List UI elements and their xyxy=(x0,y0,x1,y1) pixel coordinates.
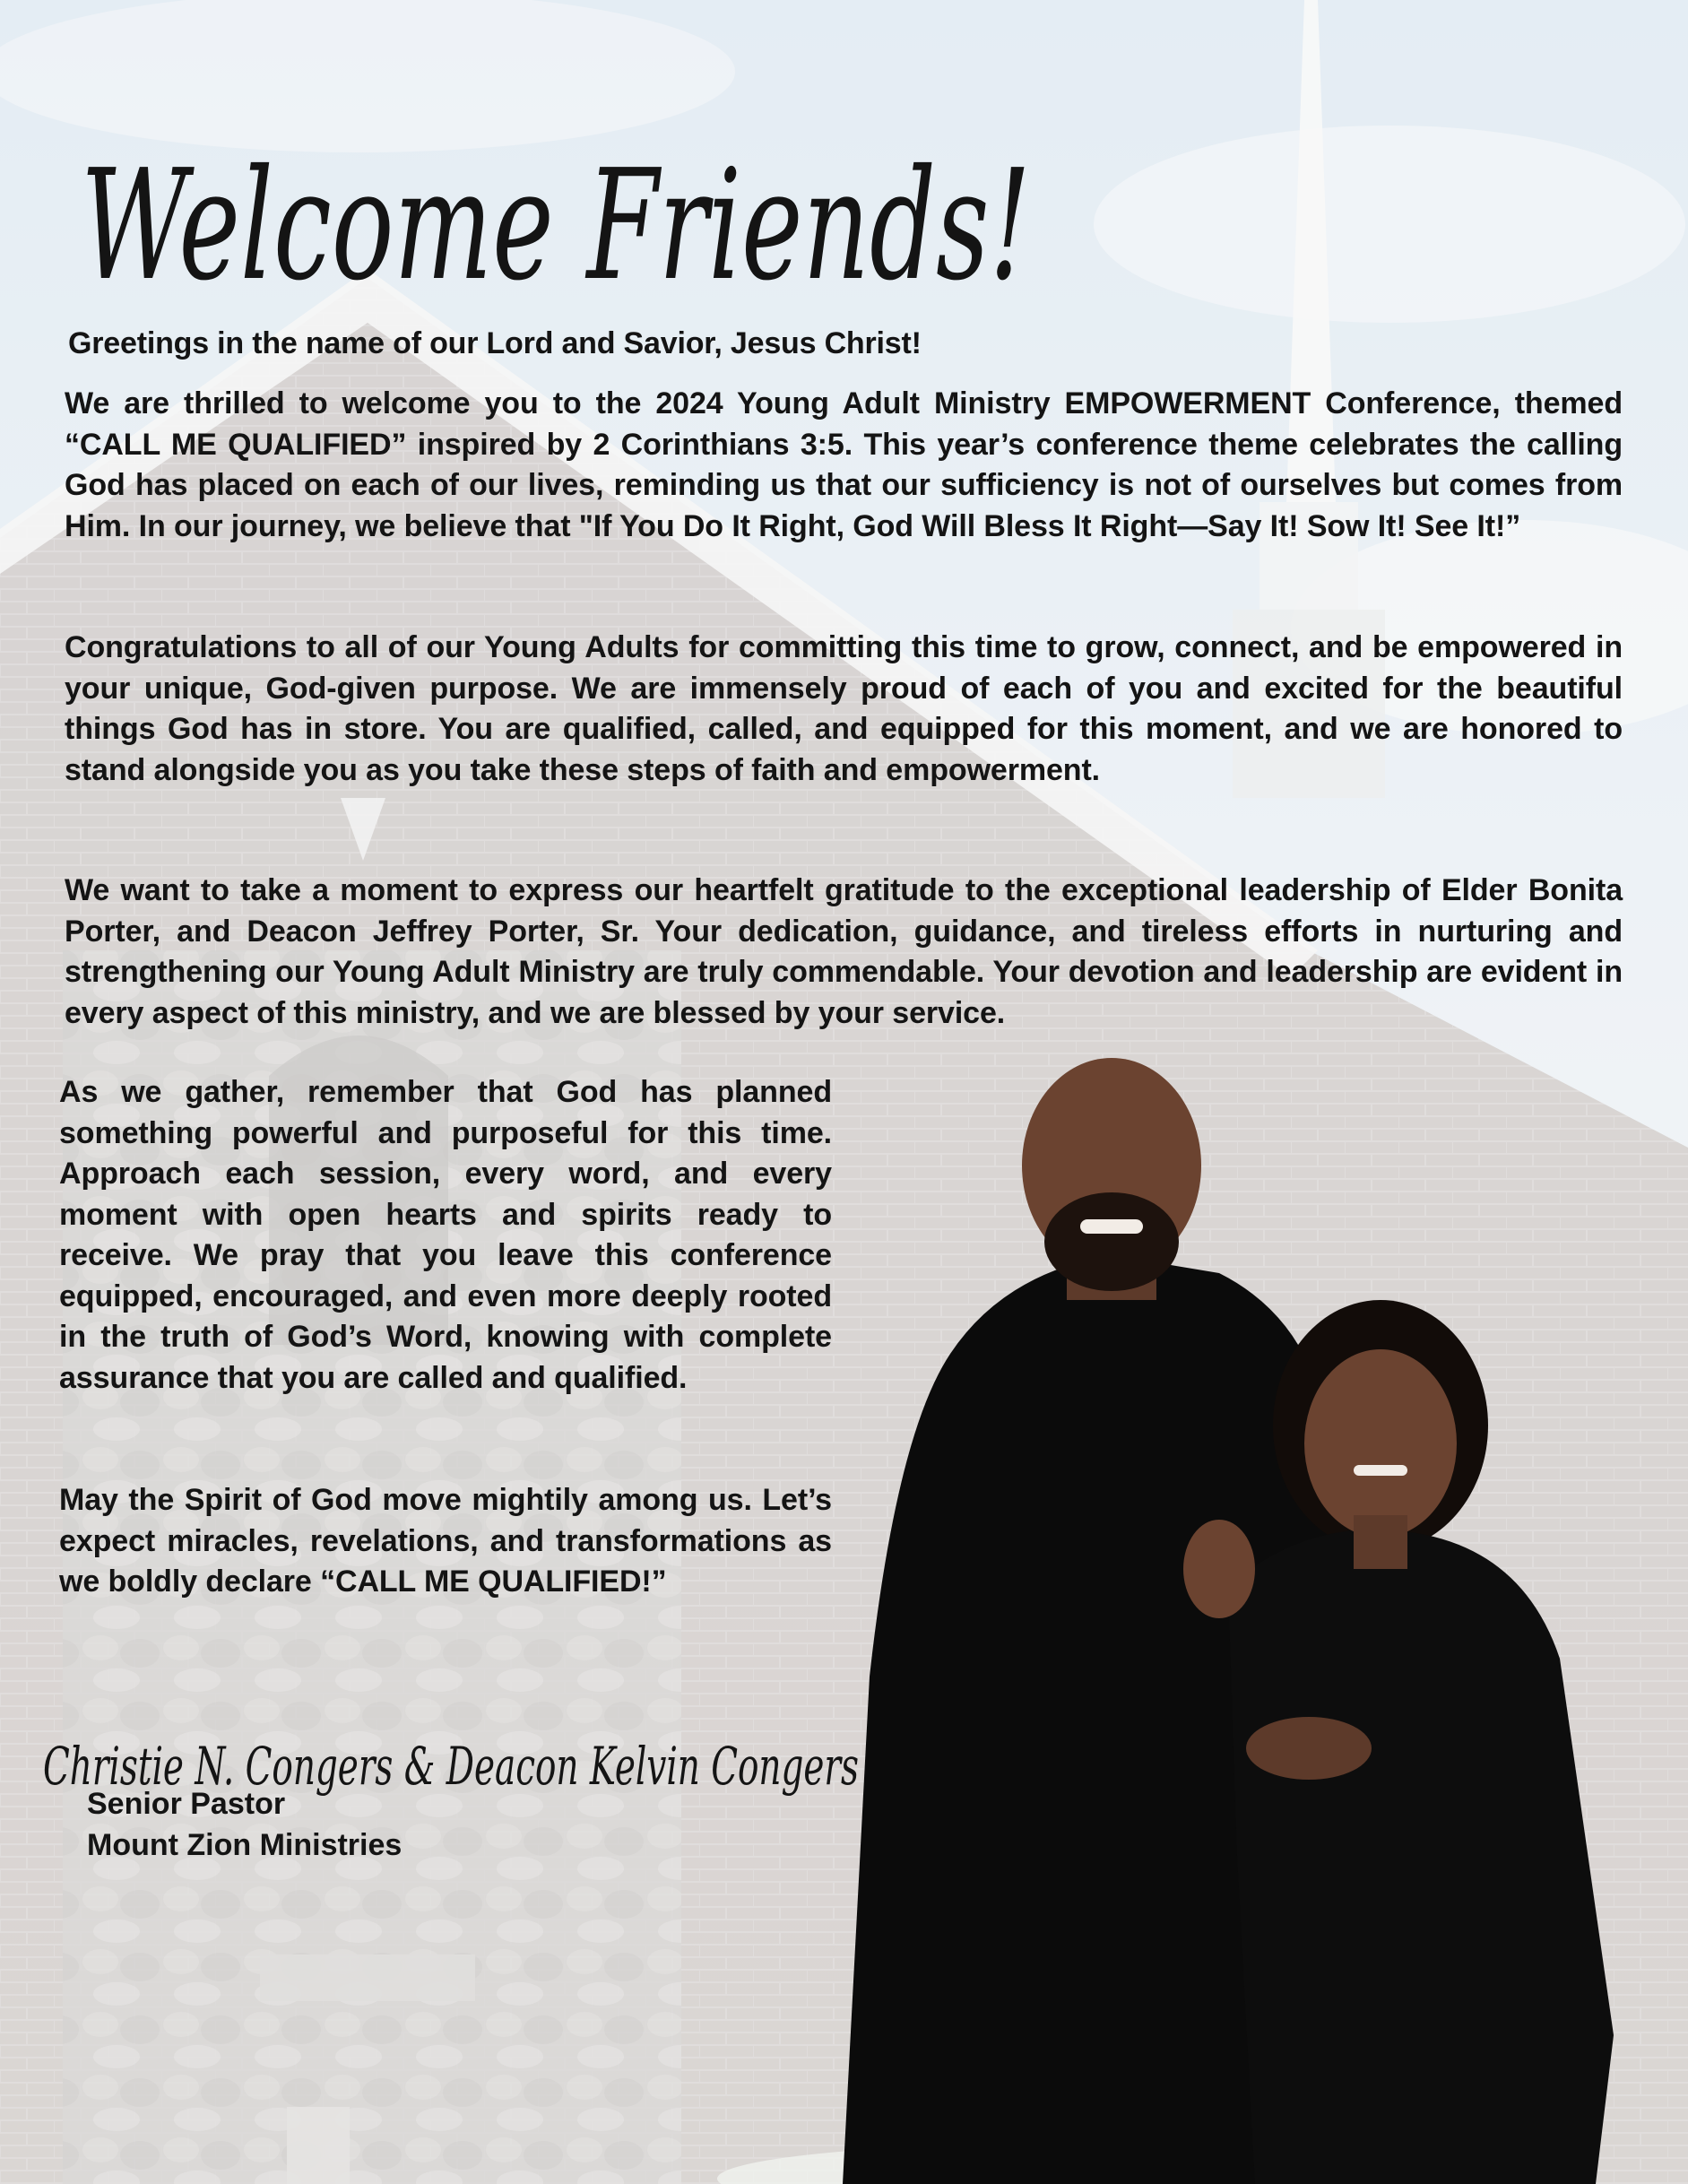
paragraph-gather: As we gather, remember that God has planned something powerful and purposeful for this time. Approach each session, every word, and every moment with open hearts and spirits ready to receive. We pray that you leave this conference equipped, encouraged, and even more deeply rooted in the truth of God’s Word, knowing with complete assurance that you are called and qualified. xyxy=(59,1075,832,1395)
greeting-line: Greetings in the name of our Lord and Savior, Jesus Christ! xyxy=(68,326,922,360)
welcome-title xyxy=(81,99,1112,341)
pastors-couple-photo xyxy=(843,1049,1688,2184)
welcome-title-text: Welcome Friends! xyxy=(81,137,1031,315)
signer-title: Senior Pastor xyxy=(87,1787,286,1821)
paragraph-welcome: We are thrilled to welcome you to the 2024 Young Adult Ministry EMPOWERMENT Conference, themed “CALL ME QUALIFIED” inspired by 2 Corinthians 3:5. This year’s conference theme celebrates the calling God has placed on each of our lives, reminding us that our sufficiency is not of ourselves but comes from Him. In our journey, we believe that "If You Do It Right, God Will Bless It Right—Say It! Sow It! See It!” xyxy=(65,386,1623,543)
signer-organization: Mount Zion Ministries xyxy=(87,1828,403,1862)
paragraph-congratulations: Congratulations to all of our Young Adults for committing this time to grow, connect, and be empowered in your unique, God-given purpose. We are immensely proud of each of you and excited for the beautiful things God has in store. You are qualified, called, and equipped for this moment, and we are honored to stand alongside you as you take these steps of faith and empowerment. xyxy=(65,630,1623,787)
paragraph-blessing: May the Spirit of God move mightily among us. Let’s expect miracles, revelations, and transformations as we boldly declare “CALL ME QUALIFIED!” xyxy=(59,1483,832,1599)
paragraph-gratitude: We want to take a moment to express our heartfelt gratitude to the exceptional leadership of Elder Bonita Porter, and Deacon Jeffrey Porter, Sr. Your dedication, guidance, and tireless efforts in nurturing and strengthening our Young Adult Ministry are truly commendable. Your devotion and leadership are evident in every aspect of this ministry, and we are blessed by your service. xyxy=(65,873,1623,1030)
svg-text:Christie N. Congers & Deacon K: Christie N. Congers & Deacon Kelvin Congers xyxy=(43,1736,859,1797)
